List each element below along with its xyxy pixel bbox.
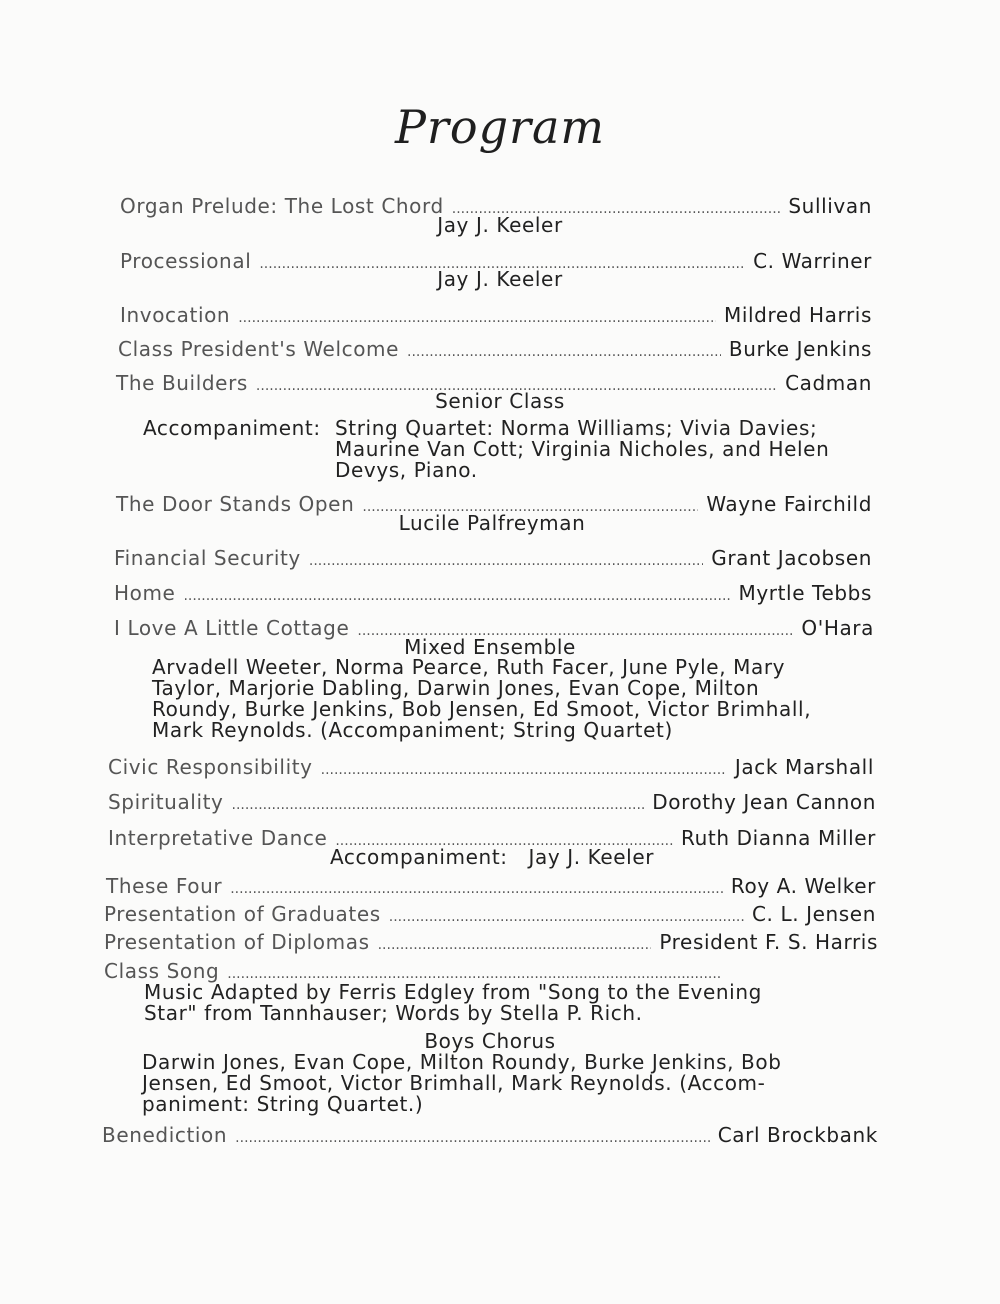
- item-label: Financial Security: [114, 546, 301, 570]
- item-performer: C. Warriner: [753, 249, 872, 273]
- item-performer: President F. S. Harris: [659, 930, 878, 954]
- text-line: Darwin Jones, Evan Cope, Milton Roundy, Burke Jenkins, Bob: [142, 1050, 782, 1074]
- leader-dots: [321, 759, 727, 779]
- text-line: paniment: String Quartet.): [142, 1092, 424, 1116]
- program-item-these-four: [106, 875, 876, 899]
- item-label: Interpretative Dance: [108, 826, 328, 850]
- item-performer: Myrtle Tebbs: [738, 581, 872, 605]
- program-item-presentation-graduates: [104, 903, 876, 927]
- item-sub: Mixed Ensemble: [404, 635, 576, 659]
- program-item-financial-security: [114, 547, 872, 571]
- item-label: Organ Prelude: The Lost Chord: [120, 194, 444, 218]
- item-label: Benediction: [102, 1123, 228, 1147]
- text-line: Taylor, Marjorie Dabling, Darwin Jones, Evan Cope, Milton: [152, 676, 760, 700]
- item-performer: Dorothy Jean Cannon: [652, 790, 876, 814]
- text-line: Jensen, Ed Smoot, Victor Brimhall, Mark Reynolds. (Accom-: [142, 1071, 766, 1095]
- item-label: Spirituality: [108, 790, 224, 814]
- item-performer: Jack Marshall: [734, 755, 874, 779]
- leader-dots: [235, 1127, 710, 1147]
- item-performer: Burke Jenkins: [728, 337, 872, 361]
- item-label: The Door Stands Open: [116, 492, 355, 516]
- item-performer: C. L. Jensen: [751, 902, 876, 926]
- item-sub: Jay J. Keeler: [437, 213, 563, 237]
- accompaniment-label: Accompaniment:: [143, 416, 321, 440]
- accompaniment-text: [335, 418, 872, 481]
- item-label: Class Song: [104, 959, 220, 983]
- leader-dots: [389, 906, 744, 926]
- text-line: Mark Reynolds. (Accompaniment; String Quartet): [152, 718, 673, 742]
- leader-dots: [407, 341, 721, 361]
- item-performer: Mildred Harris: [724, 303, 872, 327]
- text-line: Arvadell Weeter, Norma Pearce, Ruth Facer, June Pyle, Mary: [152, 655, 786, 679]
- program-item-civic-responsibility: [108, 756, 874, 780]
- leader-dots: [238, 307, 716, 327]
- text-line: Maurine Van Cott; Virginia Nicholes, and Helen: [335, 437, 830, 461]
- chorus-members: [142, 1052, 878, 1115]
- text-line: Star" from Tannhauser; Words by Stella P. Rich.: [144, 1001, 643, 1025]
- item-performer: Sullivan: [788, 194, 872, 218]
- page-title: Program: [394, 100, 606, 154]
- item-sub: Senior Class: [435, 389, 565, 413]
- item-performer: Ruth Dianna Miller: [681, 826, 876, 850]
- program-item-home: [114, 582, 872, 606]
- item-label: I Love A Little Cottage: [114, 616, 350, 640]
- ensemble-members: [152, 657, 874, 741]
- program-item-presentation-diplomas: [104, 931, 878, 955]
- item-sub: Lucile Palfreyman: [398, 511, 586, 535]
- item-label: Invocation: [120, 303, 231, 327]
- item-performer: Cadman: [785, 371, 872, 395]
- program-item-benediction: [102, 1124, 878, 1148]
- item-sub: Accompaniment: Jay J. Keeler: [329, 845, 655, 869]
- text-line: Devys, Piano.: [335, 458, 478, 482]
- text-line: String Quartet: Norma Williams; Vivia Davies;: [335, 416, 818, 440]
- item-label: Home: [114, 581, 176, 605]
- text-line: Roundy, Burke Jenkins, Bob Jensen, Ed Smoot, Victor Brimhall,: [152, 697, 812, 721]
- item-label: Civic Responsibility: [108, 755, 313, 779]
- item-label: Class President's Welcome: [118, 337, 400, 361]
- item-label: Presentation of Graduates: [104, 902, 381, 926]
- leader-dots: [309, 550, 703, 570]
- leader-dots: [183, 585, 730, 605]
- leader-dots: [232, 794, 645, 814]
- item-sub: Jay J. Keeler: [437, 267, 563, 291]
- item-performer: Carl Brockbank: [717, 1123, 878, 1147]
- item-label: The Builders: [116, 371, 248, 395]
- program-item-welcome: [118, 338, 872, 362]
- item-performer: Wayne Fairchild: [706, 492, 872, 516]
- class-song-credits: [144, 982, 878, 1024]
- item-label: These Four: [106, 874, 223, 898]
- item-sub: Boys Chorus: [424, 1029, 556, 1053]
- item-performer: Roy A. Welker: [730, 874, 876, 898]
- item-performer: O'Hara: [801, 616, 874, 640]
- program-item-spirituality: [108, 791, 876, 815]
- item-label: Processional: [120, 249, 252, 273]
- leader-dots: [230, 878, 723, 898]
- text-line: Music Adapted by Ferris Edgley from "Song to the Evening: [144, 980, 762, 1004]
- program-item-invocation: [120, 304, 872, 328]
- item-label: Presentation of Diplomas: [104, 930, 370, 954]
- leader-dots: [378, 934, 652, 954]
- item-performer: Grant Jacobsen: [711, 546, 872, 570]
